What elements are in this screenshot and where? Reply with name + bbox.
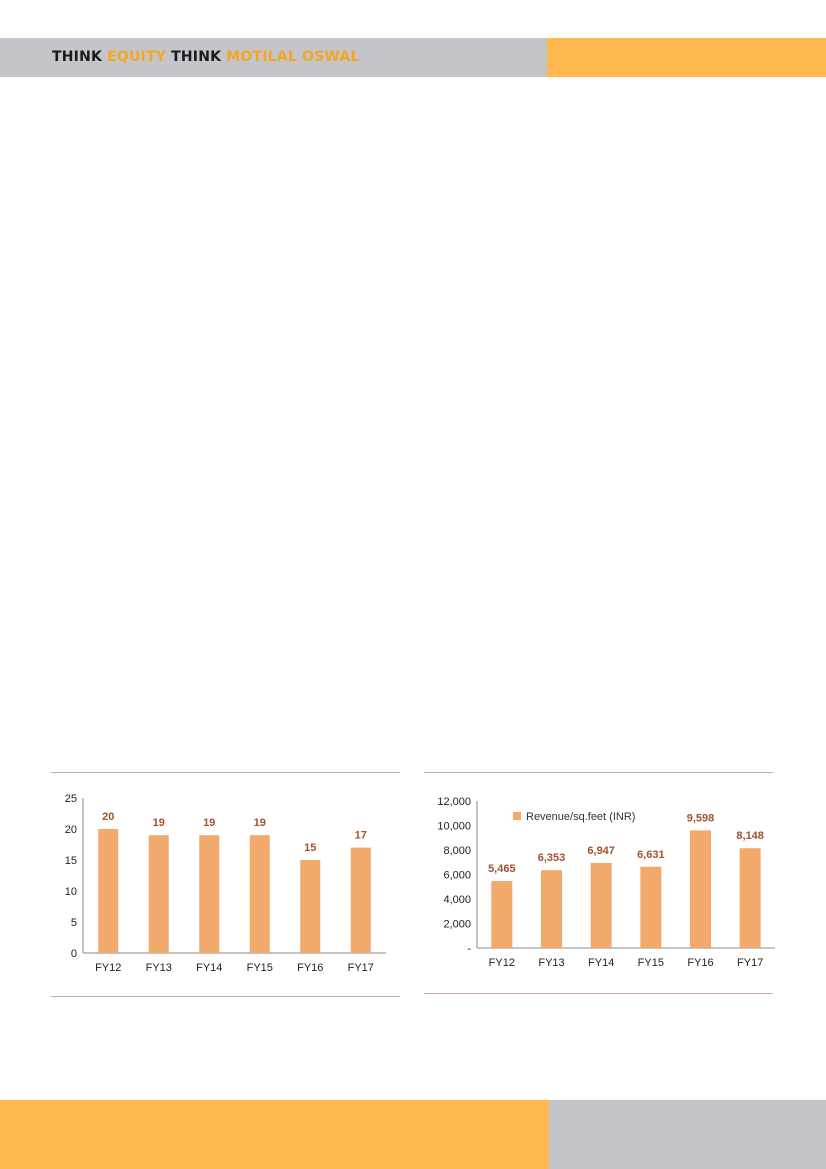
data-label: 17 [354,829,367,842]
brand-think-1: THINK [52,49,108,65]
y-tick-label: 20 [64,824,77,836]
data-label: 5,465 [488,863,516,876]
y-tick-label: 10 [64,886,77,898]
bar [640,867,661,948]
x-tick-label: FY16 [687,957,714,969]
data-label: 19 [203,817,216,830]
y-tick-label: 5 [70,917,77,929]
y-tick-label: 15 [64,855,77,867]
bar [740,848,761,948]
brand-equity: EQUITY [107,49,172,65]
bar [541,870,562,948]
footer-accent-bar [0,1100,549,1169]
y-tick-label: 12,000 [437,796,471,808]
y-tick-label: 4,000 [443,894,471,906]
data-label: 6,353 [537,852,566,865]
x-tick-label: FY12 [95,962,122,974]
x-tick-label: FY12 [488,957,515,969]
y-tick-label: 2,000 [443,918,471,931]
x-tick-label: FY17 [737,957,764,969]
data-label: 6,947 [587,844,615,857]
brand-motilal-oswal: MOTILAL OSWAL [226,49,360,65]
brand-think-2: THINK [171,49,227,65]
data-label: 8,148 [736,830,764,843]
x-tick-label: FY15 [246,962,273,974]
legend-swatch [513,812,521,820]
x-tick-label: FY13 [538,957,565,969]
y-tick-label: 10,000 [437,820,471,833]
bar [690,830,711,948]
y-tick-label: - [467,943,471,955]
footer-bar [549,1100,826,1169]
y-tick-label: 6,000 [443,869,471,882]
data-label: 20 [102,811,115,823]
y-tick-label: 0 [70,948,77,960]
legend-label: Revenue/sq.feet (INR) [526,811,636,823]
data-label: 19 [253,817,266,830]
x-tick-label: FY14 [588,957,615,969]
data-label: 15 [304,842,317,854]
y-tick-label: 8,000 [443,845,471,857]
x-tick-label: FY16 [297,962,324,974]
data-label: 6,631 [637,848,665,861]
y-tick-label: 25 [64,793,77,805]
bar [491,881,512,948]
bar [591,863,612,948]
x-tick-label: FY17 [347,962,374,974]
x-tick-label: FY13 [145,962,172,974]
data-label: 19 [152,817,165,830]
x-tick-label: FY15 [637,957,664,969]
data-label: 9,598 [686,812,715,825]
x-tick-label: FY14 [196,962,223,974]
